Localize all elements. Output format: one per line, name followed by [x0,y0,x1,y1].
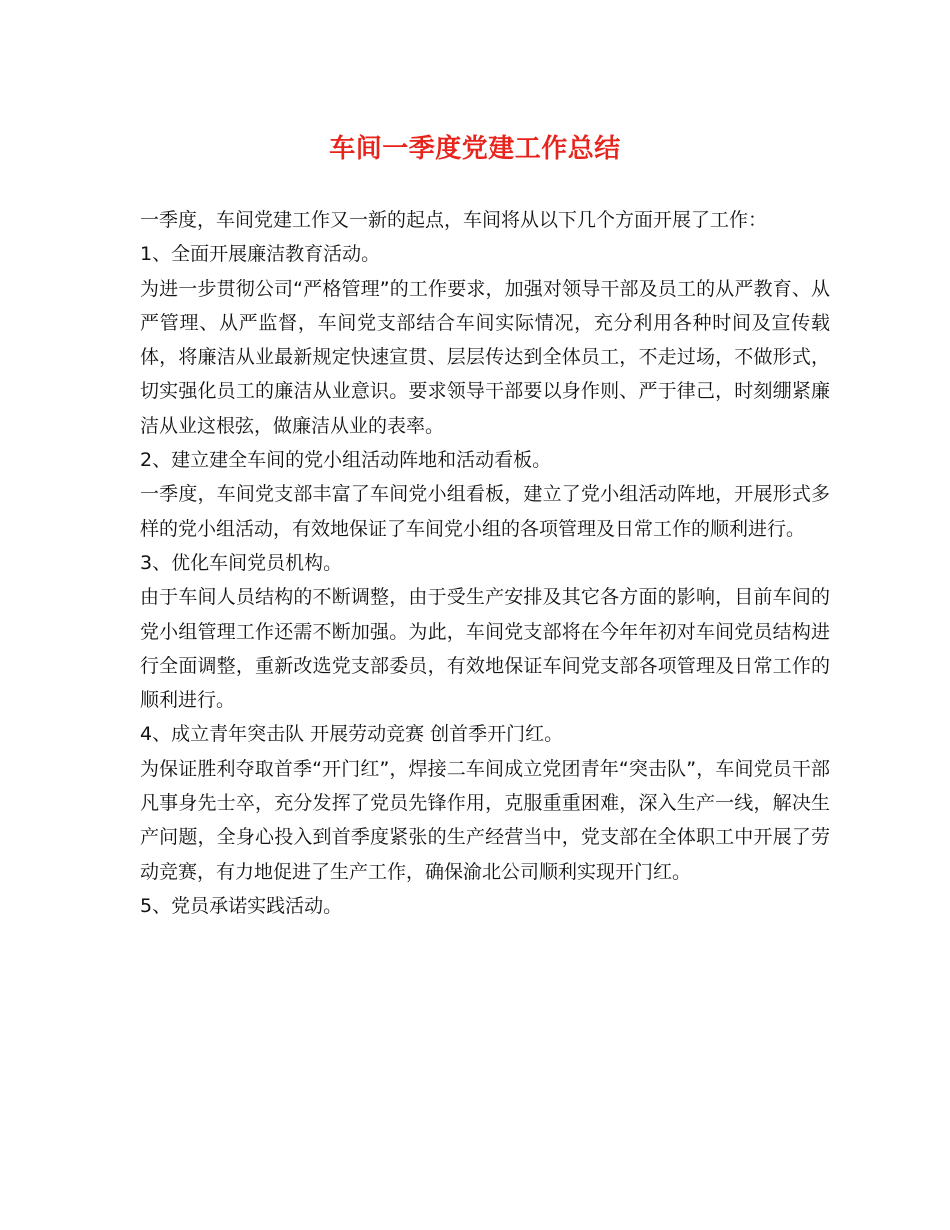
intro-paragraph: 一季度，车间党建工作又一新的起点，车间将从以下几个方面开展了工作： [140,209,768,231]
section-paragraph-2: 一季度，车间党支部丰富了车间党小组看板，建立了党小组活动阵地，开展形式多样的党小组活动，有效地保证了车间党小组的各项管理及日常工作的顺利进行。 [140,483,830,540]
section-heading-3: 3、优化车间党员机构。 [140,551,343,574]
section-paragraph-4: 为保证胜利夺取首季“开门红”，焊接二车间成立党团青年“突击队”，车间党员干部凡事身先士卒，充分发挥了党员先锋作用，克服重重困难，深入生产一线，解决生产问题，全身心投入到首季度紧张的生产经营当中，党支部在全体职工中开展了劳动竞赛，有力地促进了生产工作，确保渝北公司顺利实现开门红。 [140,757,830,883]
document-body [140,203,830,923]
section-heading-5: 5、党员承诺实践活动。 [140,894,343,917]
section-heading-4: 4、成立青年突击队 开展劳动竞赛 创首季开门红。 [140,723,564,746]
section-paragraph-3: 由于车间人员结构的不断调整，由于受生产安排及其它各方面的影响，目前车间的党小组管理工作还需不断加强。为此，车间党支部将在今年年初对车间党员结构进行全面调整，重新改选党支部委员，有效地保证车间党支部各项管理及日常工作的顺利进行。 [140,586,830,712]
document-title: 车间一季度党建工作总结 [329,134,621,164]
section-paragraph-1: 为进一步贯彻公司“严格管理”的工作要求，加强对领导干部及员工的从严教育、从严管理、从严监督，车间党支部结合车间实际情况，充分利用各种时间及宣传载体，将廉洁从业最新规定快速宣贯、层层传达到全体员工，不走过场，不做形式，切实强化员工的廉洁从业意识。要求领导干部要以身作则、严于律己，时刻绷紧廉洁从业这根弦，做廉洁从业的表率。 [140,277,830,437]
section-heading-1: 1、全面开展廉洁教育活动。 [140,243,381,266]
section-heading-2: 2、建立建全车间的党小组活动阵地和活动看板。 [140,449,552,472]
